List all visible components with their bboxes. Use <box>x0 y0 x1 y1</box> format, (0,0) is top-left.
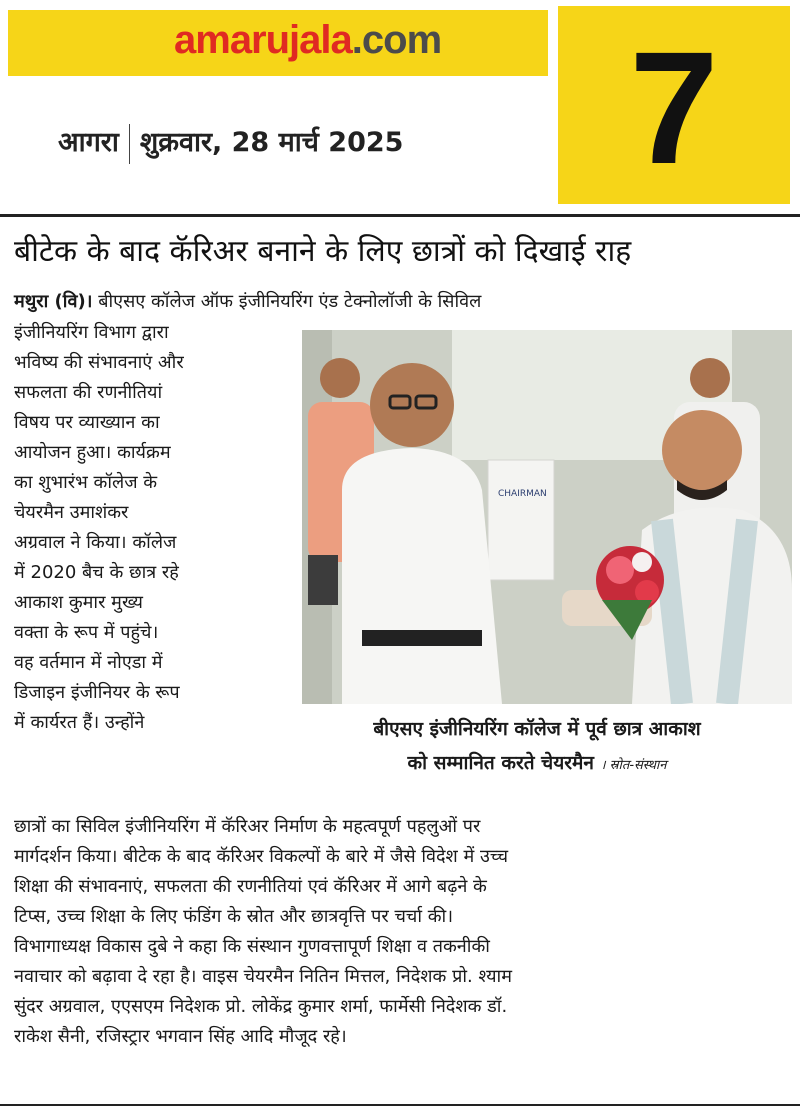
column-line: में 2020 बैच के छात्र रहे <box>14 562 179 583</box>
person-left-trousers <box>308 555 338 605</box>
body-line: टिप्स, उच्च शिक्षा के लिए फंडिंग के स्रोत और छात्रवृत्ति पर चर्चा की। <box>14 906 454 927</box>
column-line: आयोजन हुआ। कार्यक्रम <box>14 442 171 463</box>
column-line: डिजाइन इंजीनियर के रूप <box>14 682 180 703</box>
body-line: सुंदर अग्रवाल, एएसएम निदेशक प्रो. लोकेंद्र कुमार शर्मा, फार्मेसी निदेशक डॉ. <box>14 996 508 1017</box>
chairman-belt <box>362 630 482 646</box>
masthead <box>0 0 800 210</box>
site-logo[interactable] <box>174 18 441 63</box>
page-number-box <box>558 6 790 204</box>
podium-label: CHAIRMAN <box>498 489 547 499</box>
article-photo <box>302 330 792 704</box>
edition-date: शुक्रवार, 28 मार्च 2025 <box>139 127 404 158</box>
photo-illustration <box>302 330 792 704</box>
article-headline: बीटेक के बाद कॅरिअर बनाने के लिए छात्रों को दिखाई राह <box>14 234 632 269</box>
caption-line-2 <box>302 746 772 783</box>
column-line: अग्रवाल ने किया। कॉलेज <box>14 532 177 553</box>
column-line: में कार्यरत हैं। उन्होंने <box>14 712 145 733</box>
body-line: राकेश सैनी, रजिस्ट्रार भगवान सिंह आदि मौजूद रहे। <box>14 1026 347 1047</box>
lead-line: बीएसए कॉलेज ऑफ इंजीनियरिंग एंड टेक्नोलॉजी के सिविल <box>92 291 482 312</box>
bouquet-filler <box>632 552 652 572</box>
body-line: मार्गदर्शन किया। बीटेक के बाद कॅरिअर विकल्पों के बारे में जैसे विदेश में उच्च <box>14 846 509 867</box>
student-head <box>662 410 742 490</box>
bouquet-rose <box>606 556 634 584</box>
caption-source: । स्रोत-संस्थान <box>600 758 667 773</box>
logo-tld: .com <box>351 18 442 62</box>
column-line: सफलता की रणनीतियां <box>14 382 163 403</box>
column-line: भविष्य की संभावनाएं और <box>14 352 184 373</box>
person-right-head <box>690 358 730 398</box>
chairman-head <box>370 363 454 447</box>
photo-caption <box>302 712 772 783</box>
column-line: वक्ता के रूप में पहुंचे। <box>14 622 159 643</box>
logo-brand: amarujala <box>174 18 352 62</box>
bottom-rule <box>0 1104 800 1106</box>
caption-line: बीएसए इंजीनियरिंग कॉलेज में पूर्व छात्र आकाश <box>373 718 701 740</box>
caption-text: को सम्मानित करते चेयरमैन <box>407 752 594 774</box>
body-line: छात्रों का सिविल इंजीनियरिंग में कॅरिअर निर्माण के महत्वपूर्ण पहलुओं पर <box>14 816 481 837</box>
column-line: विषय पर व्याख्यान का <box>14 412 160 433</box>
body-line: नवाचार को बढ़ावा दे रहा है। वाइस चेयरमैन नितिन मित्तल, निदेशक प्रो. श्याम <box>14 966 512 987</box>
article-column <box>14 318 296 738</box>
column-line: इंजीनियरिंग विभाग द्वारा <box>14 322 169 343</box>
article-dateline: मथुरा (वि)। <box>14 291 93 312</box>
edition-dateline <box>58 122 403 164</box>
column-line: का शुभारंभ कॉलेज के <box>14 472 158 493</box>
article-body <box>14 812 794 1052</box>
body-line: विभागाध्यक्ष विकास दुबे ने कहा कि संस्थान गुणवत्तापूर्ण शिक्षा व तकनीकी <box>14 936 490 957</box>
edition-city: आगरा <box>58 127 119 158</box>
top-rule <box>0 214 800 217</box>
column-line: आकाश कुमार मुख्य <box>14 592 143 613</box>
column-line: वह वर्तमान में नोएडा में <box>14 652 163 673</box>
podium <box>488 460 554 580</box>
article-lead <box>14 287 790 317</box>
chairman-kurta <box>342 448 502 704</box>
body-line: शिक्षा की संभावनाएं, सफलता की रणनीतियां एवं कॅरिअर में आगे बढ़ने के <box>14 876 487 897</box>
dateline-separator <box>129 124 130 164</box>
column-line: चेयरमैन उमाशंकर <box>14 502 129 523</box>
person-left-head <box>320 358 360 398</box>
page-number: 7 <box>629 18 719 197</box>
